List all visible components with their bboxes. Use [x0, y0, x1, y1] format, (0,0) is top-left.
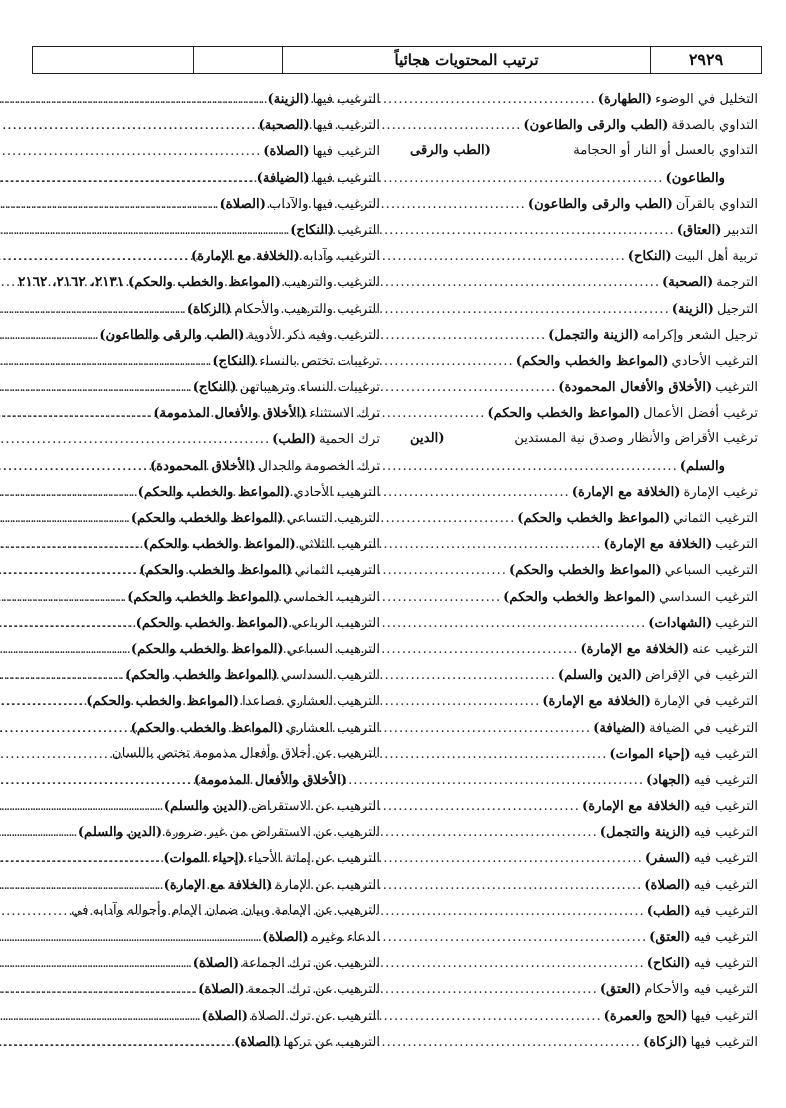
- dot-leader: [0, 820, 76, 846]
- index-entry: [32, 819, 380, 845]
- dot-leader: [0, 532, 141, 558]
- entry-term: ترغيب الإمارة: [683, 484, 758, 500]
- index-entry: [410, 584, 758, 610]
- dot-leader: [0, 637, 129, 663]
- entry-term: الترجمة: [716, 275, 758, 291]
- entry-term: ترجيل الشعر وإكرامه: [642, 327, 758, 343]
- index-entry: [32, 296, 380, 322]
- index-entry: [32, 610, 380, 636]
- entry-topic: (المواعظ والخطب والحكم): [508, 563, 662, 579]
- dot-leader: [0, 113, 256, 139]
- entry-term: الترغيب فيه: [693, 746, 758, 762]
- dot-leader: [0, 951, 191, 977]
- index-entry: [410, 1003, 758, 1029]
- index-entry: [410, 610, 758, 636]
- header-cell-blank: [193, 47, 282, 73]
- page-header: [32, 46, 762, 74]
- index-entry: [32, 1029, 380, 1055]
- entry-topic: (إحياء الموات): [163, 851, 245, 867]
- entry-topic: (الخلافة مع الإمارة): [571, 484, 681, 500]
- entry-topic: (الحج والعمرة): [603, 1008, 688, 1024]
- entry-topic: (الدين والسلم): [557, 668, 643, 684]
- index-entry: [410, 741, 758, 767]
- entry-topic: (الصلاة): [201, 1008, 248, 1024]
- entry-term: الترغيب السباعي: [664, 563, 758, 579]
- entry-term: الترغيب في الإقراض: [645, 668, 758, 684]
- entry-term: الترغيب فيه والأحكام: [644, 982, 758, 998]
- dot-leader: [0, 611, 134, 637]
- index-entry: [32, 479, 380, 505]
- index-entry: [410, 767, 758, 793]
- index-entry: [32, 662, 380, 688]
- index-entry: [32, 322, 380, 348]
- entry-term: الترغيب فيها: [312, 170, 380, 186]
- dot-leader: [0, 977, 196, 1003]
- entry-term: الترغيب فيها: [690, 1034, 758, 1050]
- entry-topic: (الأخلاق والأفعال المذمومة): [193, 772, 347, 788]
- index-entry: [32, 426, 380, 452]
- index-entry: [410, 165, 758, 191]
- entry-term: الترهيب التساعي: [286, 511, 380, 526]
- entry-term: الترغيب فيه: [693, 956, 758, 972]
- dot-leader: [0, 663, 123, 689]
- dot-leader: [0, 218, 288, 244]
- entry-topic: (النكاح): [192, 380, 237, 396]
- dot-leader: [0, 925, 260, 951]
- dot-leader: [0, 454, 148, 480]
- entry-topic: (المواعظ والخطب والحكم): [487, 406, 641, 422]
- entry-term: التداوي بالصدقة: [671, 118, 758, 134]
- index-entry: [410, 636, 758, 662]
- entry-topic: (العتاق): [676, 222, 722, 238]
- entry-term: الترهيب الثلاثي: [298, 537, 380, 553]
- index-entry: [32, 191, 380, 217]
- index-entry: [32, 217, 380, 243]
- entry-topic: (المواعظ والخطب والحكم): [127, 589, 281, 605]
- index-entry: [32, 584, 380, 610]
- entry-term: الترهيب عن إماتة الأحياء: [247, 851, 380, 867]
- entry-topic: (المواعظ والخطب والحكم): [130, 511, 284, 526]
- entry-term: الترغيب فيه: [693, 799, 758, 815]
- entry-term: الترهيب العشاري: [286, 720, 380, 736]
- entry-term: الترغيب فيه: [693, 825, 758, 841]
- dot-leader: [0, 873, 162, 899]
- index-entry: [32, 453, 380, 479]
- entry-topic: (الصلاة): [262, 930, 309, 945]
- entry-topic: (الطب والرقى والطاعون): [527, 196, 673, 212]
- index-entry: [410, 348, 758, 374]
- entry-topic: (النكاح): [627, 249, 672, 265]
- index-entry: [32, 348, 380, 374]
- entry-topic: (النكاح): [212, 353, 257, 369]
- dot-leader: [0, 166, 255, 192]
- entry-term: الترغيب: [715, 380, 758, 396]
- entry-topic: (المواعظ والخطب والحكم): [137, 484, 291, 500]
- entry-topic: (الصلاة): [192, 956, 240, 972]
- dot-leader: [0, 506, 129, 532]
- entry-term: الترغيب: [715, 615, 758, 631]
- entry-term: الترغيب وآدابه: [302, 249, 380, 265]
- index-entry: [410, 976, 758, 1002]
- entry-term: ترغيب الأقراض والأنظار وصدق نية المستدين: [514, 431, 758, 447]
- entry-term: ترك الاستثناء: [309, 406, 380, 422]
- entry-topic: (إحياء الموات): [609, 746, 691, 762]
- entry-term: الترغيب فيها والآداب: [268, 196, 380, 212]
- entry-topic: (المواعظ والخطب والحكم): [130, 641, 284, 657]
- index-entry: [410, 924, 758, 950]
- entry-topic: (الشهادات): [648, 615, 713, 631]
- index-entry: [410, 872, 758, 898]
- entry-topic: (الخلافة مع الإمارة): [163, 877, 273, 893]
- entry-term: الترغيب فيه: [693, 772, 758, 788]
- entry-term: الترغيب فيه: [693, 877, 758, 893]
- index-entry: [410, 191, 758, 217]
- index-entry: [32, 165, 380, 191]
- dot-leader: [0, 480, 136, 506]
- index-entry: [410, 322, 758, 348]
- entry-term: الترهيب عن ترك الجمعة: [247, 982, 380, 998]
- dot-leader: [0, 716, 129, 742]
- index-entry: [32, 374, 380, 400]
- entry-topic: (الزينة): [267, 92, 310, 107]
- dot-leader: [0, 401, 151, 427]
- dot-leader: [0, 349, 210, 375]
- index-entry: [32, 767, 380, 793]
- entry-term: التخليل في الوضوء: [655, 92, 758, 107]
- entry-term: الترهيب عن أخلاق وأفعال مذمومة تختص باللسان: [112, 745, 380, 761]
- index-entry: [410, 269, 758, 295]
- entry-term: الترهيب العشاري فصاعدا: [242, 694, 380, 710]
- entry-topic: (العتق): [649, 930, 691, 945]
- entry-term: الترهيب عن تركها: [283, 1034, 380, 1050]
- index-entry: [410, 112, 758, 138]
- entry-term: الترهيب عن الإمارة: [275, 877, 380, 893]
- entry-term: الترهيب السباعي: [286, 641, 380, 657]
- entry-topic: (الزينة والتجمل): [548, 327, 640, 343]
- index-entry: [410, 819, 758, 845]
- entry-term: الترغيب عنه: [692, 641, 758, 657]
- index-entry: [32, 531, 380, 557]
- entry-topic: (النكاح): [646, 956, 691, 972]
- index-entry: [32, 793, 380, 819]
- index-entry: [410, 86, 758, 112]
- entry-topic: (المواعظ والخطب والحكم): [139, 563, 293, 579]
- header-cell-blank: [33, 47, 193, 73]
- index-entry: [32, 872, 380, 898]
- dot-leader: [0, 558, 137, 584]
- entry-topic: (الدين: [410, 431, 445, 447]
- index-entry: [32, 1003, 380, 1029]
- entry-topic: (المواعظ والخطب والحكم): [517, 511, 671, 526]
- dot-leader: [0, 794, 162, 820]
- entry-term: التداوي بالعسل أو النار أو الحجامة: [573, 143, 758, 159]
- entry-topic: (المواعظ والخطب والحكم): [130, 720, 284, 736]
- entry-topic: (المواعظ والخطب والحكم): [135, 615, 289, 631]
- index-entry: [32, 741, 380, 767]
- index-entry: [410, 557, 758, 583]
- index-entry: [32, 138, 380, 164]
- entry-topic: (الصحبة): [662, 275, 714, 291]
- entry-term: الترغيب في الضيافة: [649, 720, 758, 736]
- dot-leader: [0, 585, 125, 611]
- entry-page-numbers: ٢١٣١، ٢١٦٢، ٢١٦٢: [18, 274, 125, 291]
- page-number: ٢٩٢٩: [650, 47, 761, 73]
- entry-term: ترغيبات تختص بالنساء: [259, 353, 380, 369]
- entry-topic: (الضيافة): [593, 720, 647, 736]
- index-entry: [410, 715, 758, 741]
- dot-leader: [0, 192, 218, 218]
- entry-term: الدعاء وغيره: [311, 930, 380, 945]
- entry-term: الترغيب فيه: [693, 930, 758, 945]
- entry-term: الترهيب عن ترك الصلاة: [250, 1008, 380, 1024]
- entry-topic: (الخلافة مع الإمارة): [191, 249, 300, 265]
- index-entry: [410, 793, 758, 819]
- entry-term: تربية أهل البيت: [674, 249, 758, 265]
- entry-term: الترغيب والترهيب والأحكام: [234, 301, 380, 317]
- dot-leader: [0, 846, 161, 872]
- index-entry: [410, 479, 758, 505]
- entry-topic: (المواعظ والخطب والحكم): [86, 694, 240, 710]
- entry-term: الترجيل: [716, 301, 758, 317]
- entry-topic: (الجهاد): [646, 772, 691, 788]
- index-entry: [410, 243, 758, 269]
- index-entry: [410, 662, 758, 688]
- entry-term: التدبير: [724, 222, 758, 238]
- dot-leader: [0, 297, 185, 323]
- entry-topic: (المواعظ والخطب والحكم): [125, 668, 278, 684]
- entry-topic: (الصلاة): [198, 982, 245, 998]
- entry-topic: (الدين والسلم): [163, 799, 249, 815]
- index-entry: [32, 636, 380, 662]
- entry-topic: (الخلافة مع الإمارة): [542, 694, 651, 710]
- entry-topic: (الأخلاق المحمودة): [149, 458, 256, 474]
- index-entry: [32, 845, 380, 871]
- entry-topic: (الأخلاق والأفعال المحمودة): [558, 380, 713, 396]
- entry-topic: (الزكاة): [643, 1034, 688, 1050]
- index-entry: [410, 898, 758, 924]
- entry-term: ترك الحمية: [319, 432, 380, 448]
- entry-term: ترغيب أفضل الأعمال: [643, 406, 758, 422]
- entry-term: الترهيب الثماني: [295, 563, 380, 579]
- index-entry: [32, 715, 380, 741]
- entry-topic: والطاعون): [665, 170, 725, 186]
- page-title: ترتيب المحتويات هجائياً: [282, 47, 650, 73]
- entry-term: الترغيب: [337, 222, 380, 238]
- entry-topic: (الخلافة مع الإمارة): [603, 537, 713, 553]
- entry-term: الترغيب فيها: [312, 92, 380, 107]
- index-entry: [32, 243, 380, 269]
- entry-term: الترغيب والترهيب: [283, 275, 380, 291]
- entry-topic: (الطب): [272, 432, 317, 448]
- index-entry: [410, 453, 758, 479]
- entry-topic: (الضيافة): [256, 170, 310, 186]
- entry-topic: (الدين والسلم): [77, 825, 163, 841]
- index-entry: [32, 505, 380, 531]
- index-entry: [410, 138, 758, 164]
- index-entry: [410, 217, 758, 243]
- entry-topic: (الصلاة): [219, 196, 266, 212]
- index-entry: [18, 269, 380, 295]
- index-column-left: [18, 86, 380, 1055]
- entry-topic: (الصلاة): [644, 877, 691, 893]
- index-entry: [410, 400, 758, 426]
- index-column-right: [410, 86, 758, 1055]
- entry-term: الترغيب الثماني: [673, 511, 758, 526]
- index-entry: [32, 898, 380, 924]
- dot-leader: [0, 768, 192, 794]
- entry-topic: (العتق): [599, 982, 642, 998]
- dot-leader: [0, 87, 265, 113]
- entry-topic: (الخلافة مع الإمارة): [580, 641, 690, 657]
- entry-term: الترهيب عن الاستقراض: [251, 799, 380, 815]
- index-entry: [32, 688, 380, 714]
- entry-term: الترغيب الأحادي: [671, 353, 758, 369]
- entry-topic: (الأخلاق والأفعال المذمومة): [153, 406, 307, 422]
- entry-term: الترهيب الأحادي: [293, 484, 380, 500]
- entry-topic: (الطب): [646, 903, 691, 919]
- index-entry: [410, 1029, 758, 1055]
- entry-topic: (الزكاة): [186, 301, 232, 317]
- index-entry: [410, 296, 758, 322]
- entry-term: الترهيب الخماسي: [283, 589, 380, 605]
- index-entry: [32, 86, 380, 112]
- entry-topic: (الزينة): [671, 301, 714, 317]
- entry-topic: (الطب والرقى والطاعون): [99, 327, 245, 343]
- entry-topic: (المواعظ والخطب والحكم): [515, 353, 669, 369]
- entry-topic: (النكاح): [290, 222, 335, 238]
- index-entry: [32, 112, 380, 138]
- index-entry: [32, 924, 380, 950]
- index-entry: [410, 688, 758, 714]
- entry-topic: (الصلاة): [234, 1034, 281, 1050]
- entry-topic: (الطب والرقى والطاعون): [523, 118, 669, 134]
- entry-term: الترهيب عن ترك الجماعة: [242, 956, 380, 972]
- index-entry: [410, 845, 758, 871]
- entry-term: التداوي بالقرآن: [675, 196, 758, 212]
- index-entry: [32, 950, 380, 976]
- index-entry: [410, 531, 758, 557]
- dot-leader: [0, 689, 84, 715]
- dot-leader: [0, 375, 191, 401]
- dot-leader: [0, 323, 97, 349]
- dot-leader: [0, 139, 261, 165]
- entry-term: الترهيب عن الاستقراض من غير ضرورة: [165, 825, 380, 841]
- entry-topic: (الزينة والتجمل): [599, 825, 691, 841]
- entry-topic: (السفر): [644, 851, 691, 867]
- entry-term: ترغيبات النساء وترهيباتهن: [239, 380, 380, 396]
- dot-leader: [0, 427, 270, 453]
- index-entry: [410, 505, 758, 531]
- dot-leader: [0, 1030, 232, 1056]
- index-entry: [410, 426, 758, 452]
- entry-term: الترغيب في الإمارة: [654, 694, 758, 710]
- dot-leader: [0, 1004, 200, 1030]
- entry-term: الترغيب: [715, 537, 758, 553]
- entry-topic: (الطهارة): [597, 92, 653, 107]
- index-entry: [410, 374, 758, 400]
- entry-term: الترغيب فيها: [312, 144, 380, 160]
- index-entry: [410, 950, 758, 976]
- entry-topic: (الطب والرقى: [410, 143, 491, 159]
- entry-topic: (المواعظ والخطب والحكم): [128, 275, 281, 291]
- dot-leader: [0, 244, 189, 270]
- entry-topic: والسلم): [679, 458, 725, 474]
- entry-term: الترغيب فيها: [312, 118, 380, 134]
- entry-term: ترك الخصومة والجدال: [258, 458, 380, 474]
- entry-topic: (المواعظ والخطب والحكم): [503, 589, 656, 605]
- entry-topic: (الصحبة): [258, 118, 310, 134]
- entry-term: الترغيب فيه: [693, 851, 758, 867]
- entry-topic: (الصلاة): [263, 144, 310, 160]
- entry-term: الترهيب الرباعي: [291, 615, 380, 631]
- index-entry: [32, 400, 380, 426]
- entry-term: الترهيب السداسي: [280, 668, 380, 684]
- index-entry: [32, 557, 380, 583]
- entry-term: الترغيب السداسي: [658, 589, 758, 605]
- entry-term: الترغيب فيه: [693, 903, 758, 919]
- index-entry: [32, 976, 380, 1002]
- entry-topic: (المواعظ والخطب والحكم): [142, 537, 296, 553]
- entry-term: الترغيب وفيه ذكر الأدوية: [247, 327, 380, 343]
- entry-topic: (الخلافة مع الإمارة): [581, 799, 691, 815]
- entry-term: الترهيب عن الإمامة وبيان ضمان الإمام وأحواله وآدابه في: [71, 902, 380, 918]
- entry-term: الترغيب فيها: [690, 1008, 758, 1024]
